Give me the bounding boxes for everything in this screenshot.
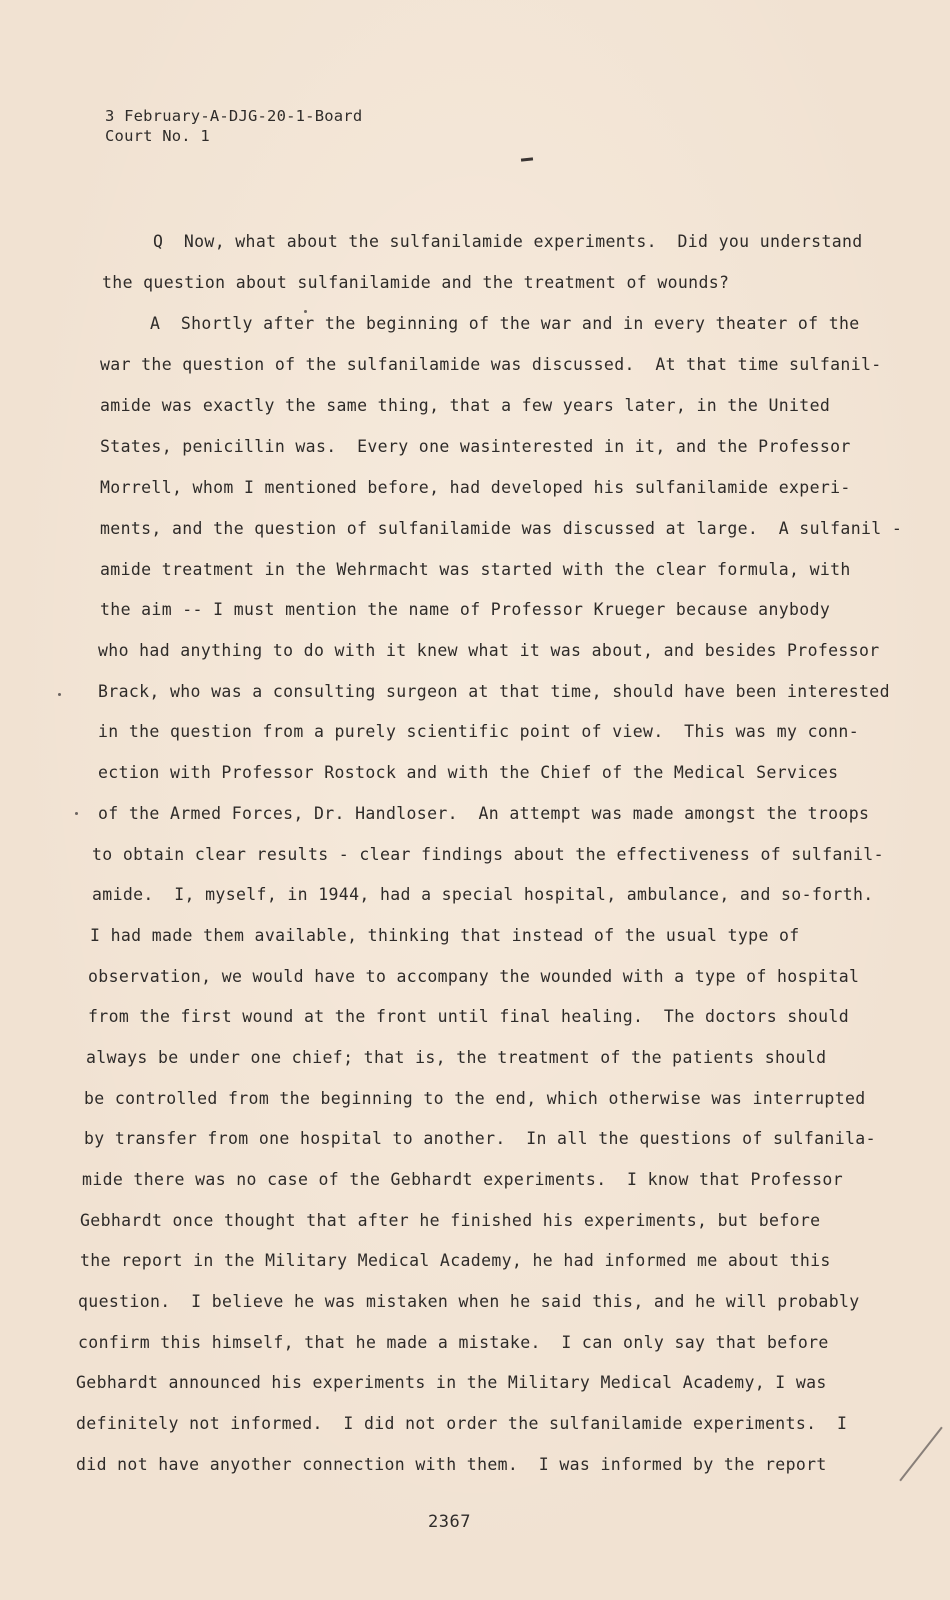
transcript-line: Gebhardt announced his experiments in the Military Medical Academy, I was bbox=[76, 1373, 827, 1392]
transcript-line: war the question of the sulfanilamide was discussed. At that time sulfanil- bbox=[100, 355, 882, 374]
margin-dot-mark bbox=[58, 693, 61, 696]
transcript-line: ments, and the question of sulfanilamide was discussed at large. A sulfanil - bbox=[100, 519, 903, 538]
transcript-line: the question about sulfanilamide and the treatment of wounds? bbox=[102, 273, 730, 292]
transcript-line: from the first wound at the front until final healing. The doctors should bbox=[88, 1007, 850, 1026]
transcript-line: confirm this himself, that he made a mistake. I can only say that before bbox=[78, 1333, 829, 1352]
transcript-line: be controlled from the beginning to the end, which otherwise was interrupted bbox=[84, 1089, 866, 1108]
transcript-line: the report in the Military Medical Academy, he had informed me about this bbox=[80, 1251, 831, 1270]
transcript-line: definitely not informed. I did not order the sulfanilamide experiments. I bbox=[76, 1414, 848, 1433]
transcript-line: by transfer from one hospital to another. In all the questions of sulfanila- bbox=[84, 1129, 876, 1148]
transcript-line: in the question from a purely scientific point of view. This was my conn- bbox=[98, 722, 860, 741]
transcript-line: Gebhardt once thought that after he finished his experiments, but before bbox=[80, 1211, 821, 1230]
header-reference: 3 February-A-DJG-20-1-Board bbox=[105, 107, 363, 125]
transcript-line: mide there was no case of the Gebhardt experiments. I know that Professor bbox=[82, 1170, 844, 1189]
transcript-line: the aim -- I must mention the name of Professor Krueger because anybody bbox=[100, 600, 831, 619]
transcript-line: did not have anyother connection with them. I was informed by the report bbox=[76, 1455, 827, 1474]
transcript-line: amide was exactly the same thing, that a few years later, in the United bbox=[100, 396, 831, 415]
transcript-line: to obtain clear results - clear findings about the effectiveness of sulfanil- bbox=[92, 845, 884, 864]
transcript-line: Q Now, what about the sulfanilamide experiments. Did you understand bbox=[153, 232, 863, 251]
transcript-line: amide treatment in the Wehrmacht was started with the clear formula, with bbox=[100, 560, 851, 579]
transcript-line: of the Armed Forces, Dr. Handloser. An attempt was made amongst the troops bbox=[98, 804, 870, 823]
transcript-line: amide. I, myself, in 1944, had a special hospital, ambulance, and so-forth. bbox=[92, 885, 874, 904]
transcript-line: question. I believe he was mistaken when he said this, and he will probably bbox=[78, 1292, 860, 1311]
transcript-line: Morrell, whom I mentioned before, had developed his sulfanilamide experi- bbox=[100, 478, 851, 497]
page-number: 2367 bbox=[428, 1512, 471, 1532]
transcript-line: States, penicillin was. Every one wasinterested in it, and the Professor bbox=[100, 437, 851, 456]
header-court: Court No. 1 bbox=[105, 127, 210, 145]
transcript-line: I had made them available, thinking that instead of the usual type of bbox=[90, 926, 800, 945]
transcript-line: always be under one chief; that is, the treatment of the patients should bbox=[86, 1048, 827, 1067]
transcript-line: observation, we would have to accompany the wounded with a type of hospital bbox=[88, 967, 860, 986]
transcript-line: ection with Professor Rostock and with the Chief of the Medical Services bbox=[98, 763, 839, 782]
margin-dot-mark bbox=[75, 812, 78, 815]
transcript-line: A Shortly after the beginning of the war and in every theater of the bbox=[150, 314, 860, 333]
transcript-line: Brack, who was a consulting surgeon at that time, should have been interested bbox=[98, 682, 890, 701]
transcript-line: who had anything to do with it knew what it was about, and besides Professor bbox=[98, 641, 880, 660]
margin-dot-mark bbox=[304, 310, 307, 313]
